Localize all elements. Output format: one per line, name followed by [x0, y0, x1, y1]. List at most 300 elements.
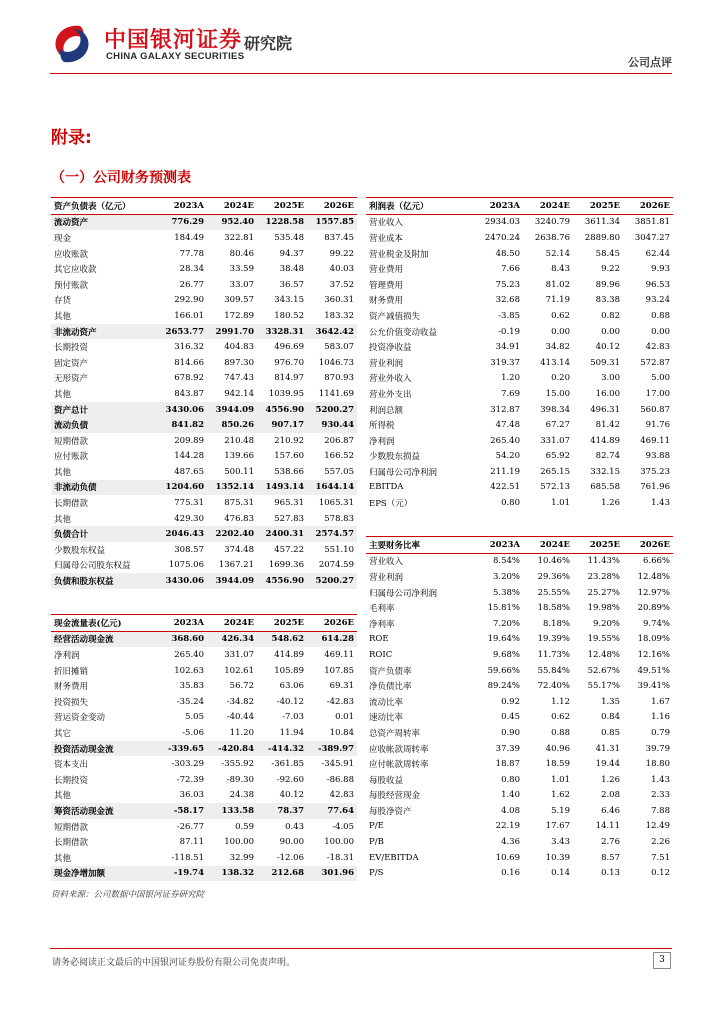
row-label: 营运资金变动 — [54, 713, 106, 724]
value-cell: 583.07 — [324, 342, 354, 353]
value-cell: 100.00 — [224, 837, 254, 848]
value-cell: 0.80 — [501, 498, 520, 509]
table-row — [51, 433, 357, 449]
value-cell: 0.43 — [285, 821, 304, 832]
row-label: 长期借款 — [54, 838, 89, 849]
table-row — [366, 480, 673, 496]
value-cell: 2574.57 — [307, 526, 357, 542]
table-row — [51, 834, 357, 850]
value-cell: 2470.24 — [484, 232, 520, 243]
value-cell: 3430.06 — [157, 402, 207, 418]
table-row — [51, 725, 357, 741]
data-source-note: 资料来源：公司数据中国银河证券研究院 — [51, 890, 205, 900]
value-cell: 843.87 — [174, 388, 204, 399]
value-cell: 1.67 — [651, 696, 670, 707]
value-cell: 292.90 — [174, 295, 204, 306]
value-cell: 343.15 — [274, 295, 304, 306]
value-cell: 907.17 — [257, 417, 307, 433]
value-cell: 65.92 — [545, 451, 570, 462]
value-cell: 37.39 — [495, 743, 520, 754]
value-cell: 139.66 — [224, 451, 254, 462]
value-cell: 2638.76 — [534, 232, 570, 243]
table-row — [51, 573, 357, 589]
value-cell: 63.06 — [279, 681, 304, 692]
value-cell: -420.84 — [207, 741, 257, 757]
table-row — [51, 339, 357, 355]
value-cell: 52.67% — [587, 665, 620, 676]
value-cell: 180.52 — [274, 310, 304, 321]
row-label: 流动负债 — [51, 417, 157, 433]
table-row — [366, 741, 673, 757]
row-label: 应收帐款周转率 — [369, 744, 429, 755]
value-cell: 9.68% — [492, 649, 520, 660]
value-cell: 6.46 — [601, 805, 620, 816]
value-cell: 33.59 — [229, 264, 254, 275]
value-cell: 2.26 — [651, 837, 670, 848]
value-cell: 897.30 — [224, 357, 254, 368]
value-cell: 32.99 — [229, 852, 254, 863]
value-cell: 3.43 — [551, 837, 570, 848]
row-label: P/B — [369, 837, 384, 848]
value-cell: 3328.31 — [257, 324, 307, 340]
value-cell: 0.88 — [651, 310, 670, 321]
value-cell: 2046.43 — [157, 526, 207, 542]
row-label: 营业收入 — [369, 557, 404, 568]
row-label: 其他 — [54, 467, 72, 478]
value-cell: 1699.36 — [268, 560, 304, 571]
value-cell: 457.22 — [274, 544, 304, 555]
value-cell: -34.82 — [226, 696, 254, 707]
value-cell: 4.36 — [501, 837, 520, 848]
value-cell: 572.87 — [640, 357, 670, 368]
value-cell: 93.24 — [645, 295, 670, 306]
value-cell: 965.31 — [274, 498, 304, 509]
row-label: EPS（元） — [369, 499, 413, 510]
value-cell: 83.38 — [595, 295, 620, 306]
value-cell: 3430.06 — [157, 573, 207, 589]
table-row — [366, 632, 673, 648]
value-cell: 1557.85 — [307, 214, 357, 230]
row-label: 营业税金及附加 — [369, 249, 429, 260]
table-row — [366, 277, 673, 293]
value-cell: 331.07 — [224, 649, 254, 660]
row-label: 固定资产 — [54, 358, 89, 369]
table-row — [51, 230, 357, 246]
value-cell: 10.69 — [495, 852, 520, 863]
value-cell: -19.74 — [157, 866, 207, 882]
value-cell: 301.96 — [307, 866, 357, 882]
row-label: 投资净收益 — [369, 343, 412, 354]
value-cell: 19.55% — [587, 634, 620, 645]
value-cell: 54.20 — [495, 451, 520, 462]
row-label: 营业利润 — [369, 572, 404, 583]
value-cell: 1228.58 — [257, 214, 307, 230]
value-cell: 0.01 — [335, 712, 354, 723]
value-cell: 1039.95 — [268, 388, 304, 399]
table-row — [51, 417, 357, 433]
row-label: 无形资产 — [54, 374, 89, 385]
value-cell: 8.43 — [551, 264, 570, 275]
value-cell: 496.31 — [590, 404, 620, 415]
income-statement-table — [366, 197, 673, 511]
value-cell: 10.46% — [537, 556, 570, 567]
table-row — [366, 756, 673, 772]
value-cell: -58.17 — [157, 803, 207, 819]
value-cell: 870.93 — [324, 373, 354, 384]
value-cell: 7.69 — [501, 388, 520, 399]
value-cell: 77.78 — [179, 248, 204, 259]
row-label: 资产减值损失 — [369, 311, 421, 322]
value-cell: 3944.09 — [207, 573, 257, 589]
value-cell: 1.20 — [501, 373, 520, 384]
value-cell: 0.59 — [235, 821, 254, 832]
value-cell: 28.34 — [179, 264, 204, 275]
value-cell: 19.64% — [487, 634, 520, 645]
value-cell: 509.31 — [590, 357, 620, 368]
value-cell: 422.51 — [490, 482, 520, 493]
value-cell: 93.88 — [645, 451, 670, 462]
value-cell: 5200.27 — [307, 402, 357, 418]
value-cell: 3611.34 — [584, 217, 620, 228]
value-cell: 487.65 — [174, 466, 204, 477]
row-label: ROE — [369, 634, 389, 645]
value-cell: 75.23 — [495, 279, 520, 290]
row-label: 经营活动现金流 — [51, 631, 157, 647]
value-cell: -86.88 — [326, 774, 354, 785]
value-cell: 761.96 — [640, 482, 670, 493]
value-cell: 11.94 — [279, 727, 304, 738]
value-cell: 1.62 — [551, 790, 570, 801]
value-cell: 210.48 — [224, 435, 254, 446]
row-label: 公允价值变动收益 — [369, 327, 438, 338]
value-cell: 0.20 — [551, 373, 570, 384]
value-cell: 0.80 — [501, 774, 520, 785]
value-cell: 18.80 — [645, 759, 670, 770]
row-label: 速动比率 — [369, 713, 404, 724]
row-label: 存货 — [54, 296, 72, 307]
value-cell: -18.31 — [326, 852, 354, 863]
row-label: P/S — [369, 868, 384, 879]
value-cell: 11.73% — [537, 649, 570, 660]
table-row — [366, 569, 673, 585]
row-label: 资产负债率 — [369, 666, 412, 677]
value-cell: 476.83 — [224, 513, 254, 524]
table-row — [366, 694, 673, 710]
value-cell: 404.83 — [224, 342, 254, 353]
row-label: 其他 — [54, 853, 72, 864]
value-cell: 39.79 — [645, 743, 670, 754]
table-row — [366, 246, 673, 262]
row-label: 每股收益 — [369, 775, 404, 786]
galaxy-logo-icon — [50, 22, 94, 66]
value-cell: 930.44 — [307, 417, 357, 433]
row-label: 长期投资 — [54, 775, 89, 786]
value-cell: 0.45 — [501, 712, 520, 723]
value-cell: 77.64 — [307, 803, 357, 819]
value-cell: 78.37 — [257, 803, 307, 819]
row-label: 长期借款 — [54, 499, 89, 510]
value-cell: 18.59 — [545, 759, 570, 770]
value-cell: 3944.09 — [207, 402, 257, 418]
value-cell: 24.38 — [229, 790, 254, 801]
value-cell: -72.39 — [176, 774, 204, 785]
table-row — [51, 386, 357, 402]
table-row — [51, 694, 357, 710]
row-label: EV/EBITDA — [369, 852, 419, 863]
value-cell: 1046.73 — [318, 357, 354, 368]
year-header-cell: 2026E — [307, 198, 357, 215]
value-cell: 8.54% — [492, 556, 520, 567]
value-cell: 1.01 — [551, 774, 570, 785]
table-row — [366, 355, 673, 371]
row-label: 财务费用 — [369, 296, 404, 307]
year-header-cell: 2024E — [207, 615, 257, 632]
value-cell: 0.12 — [651, 868, 670, 879]
table-row — [51, 741, 357, 757]
row-label: 应付账款 — [54, 452, 89, 463]
value-cell: 14.11 — [595, 821, 620, 832]
value-cell: 360.31 — [324, 295, 354, 306]
value-cell: 17.00 — [645, 388, 670, 399]
value-cell: 3240.79 — [534, 217, 570, 228]
value-cell: -303.29 — [171, 759, 204, 770]
table-row — [51, 647, 357, 663]
value-cell: 2400.31 — [257, 526, 307, 542]
value-cell: 94.37 — [279, 248, 304, 259]
value-cell: 398.34 — [540, 404, 570, 415]
value-cell: 3642.42 — [307, 324, 357, 340]
footer-divider — [50, 948, 672, 949]
value-cell: 40.12 — [279, 790, 304, 801]
value-cell: 0.88 — [551, 727, 570, 738]
value-cell: -26.77 — [176, 821, 204, 832]
row-label: 归属母公司股东权益 — [54, 561, 131, 572]
table-row — [51, 542, 357, 558]
value-cell: 8.57 — [601, 852, 620, 863]
value-cell: 841.82 — [157, 417, 207, 433]
value-cell: 72.40% — [537, 681, 570, 692]
value-cell: 572.13 — [540, 482, 570, 493]
value-cell: 81.42 — [595, 420, 620, 431]
value-cell: 316.32 — [174, 342, 204, 353]
value-cell: 578.83 — [324, 513, 354, 524]
table-row — [366, 600, 673, 616]
balance-sheet-table — [51, 197, 357, 589]
value-cell: 32.68 — [495, 295, 520, 306]
table-row — [51, 850, 357, 866]
page-header — [0, 0, 724, 80]
value-cell: 0.62 — [551, 712, 570, 723]
value-cell: 312.87 — [490, 404, 520, 415]
value-cell: 775.31 — [174, 498, 204, 509]
table-row — [51, 663, 357, 679]
value-cell: 1.01 — [551, 498, 570, 509]
row-label: 每股净资产 — [369, 806, 412, 817]
value-cell: 10.39 — [545, 852, 570, 863]
value-cell: 976.70 — [274, 357, 304, 368]
value-cell: 133.58 — [207, 803, 257, 819]
year-header-cell: 2026E — [623, 198, 673, 215]
value-cell: 2074.59 — [318, 560, 354, 571]
row-label: ROIC — [369, 649, 393, 660]
value-cell: 2202.40 — [207, 526, 257, 542]
value-cell: 5.05 — [185, 712, 204, 723]
value-cell: 52.14 — [545, 248, 570, 259]
table-row — [51, 449, 357, 465]
value-cell: 1.43 — [651, 498, 670, 509]
value-cell: 1.35 — [601, 696, 620, 707]
year-header-cell: 2026E — [307, 615, 357, 632]
value-cell: 34.82 — [545, 342, 570, 353]
row-label: 净负债比率 — [369, 682, 412, 693]
value-cell: 332.15 — [590, 466, 620, 477]
value-cell: 138.32 — [207, 866, 257, 882]
value-cell: -42.83 — [326, 696, 354, 707]
value-cell: 18.09% — [637, 634, 670, 645]
table-row — [366, 585, 673, 601]
value-cell: 319.37 — [490, 357, 520, 368]
value-cell: 29.36% — [537, 571, 570, 582]
value-cell: 0.90 — [501, 727, 520, 738]
value-cell: 19.98% — [587, 603, 620, 614]
year-header-cell: 2026E — [623, 537, 673, 554]
value-cell: -12.06 — [276, 852, 304, 863]
value-cell: 837.45 — [324, 232, 354, 243]
row-label: 所得税 — [369, 421, 395, 432]
value-cell: 0.00 — [601, 326, 620, 337]
value-cell: -355.92 — [221, 759, 254, 770]
value-cell: 0.13 — [601, 868, 620, 879]
value-cell: 875.31 — [224, 498, 254, 509]
value-cell: 9.20% — [592, 618, 620, 629]
value-cell: -92.60 — [276, 774, 304, 785]
value-cell: 59.66% — [487, 665, 520, 676]
value-cell: 81.02 — [545, 279, 570, 290]
table-row — [51, 277, 357, 293]
value-cell: -4.05 — [332, 821, 354, 832]
table-row — [366, 834, 673, 850]
value-cell: 3.20% — [492, 571, 520, 582]
row-label: 营业收入 — [369, 218, 404, 229]
value-cell: 89.24% — [487, 681, 520, 692]
value-cell: 26.77 — [179, 279, 204, 290]
table-row — [366, 616, 673, 632]
value-cell: 469.11 — [324, 649, 354, 660]
financial-ratios-table — [366, 536, 673, 881]
value-cell: 0.00 — [551, 326, 570, 337]
value-cell: 91.76 — [645, 420, 670, 431]
value-cell: 12.16% — [637, 649, 670, 660]
value-cell: 33.07 — [229, 279, 254, 290]
value-cell: 209.89 — [174, 435, 204, 446]
value-cell: 166.01 — [174, 310, 204, 321]
value-cell: -0.19 — [498, 326, 520, 337]
table-row — [51, 293, 357, 309]
institute-label: 研究院 — [244, 34, 293, 53]
value-cell: 55.17% — [587, 681, 620, 692]
table-row — [51, 402, 357, 418]
value-cell: 62.44 — [645, 248, 670, 259]
value-cell: 25.27% — [587, 587, 620, 598]
value-cell: 47.48 — [495, 420, 520, 431]
table-row — [51, 355, 357, 371]
year-header-cell: 2023A — [473, 198, 523, 215]
value-cell: 548.62 — [257, 631, 307, 647]
year-header-cell: 2023A — [157, 198, 207, 215]
value-cell: -40.12 — [276, 696, 304, 707]
table-row — [51, 756, 357, 772]
row-label: 少数股东损益 — [369, 452, 421, 463]
value-cell: 1.26 — [601, 774, 620, 785]
row-label: 净利润 — [54, 650, 80, 661]
table-row — [366, 339, 673, 355]
value-cell: 374.48 — [224, 544, 254, 555]
row-label: 短期借款 — [54, 436, 89, 447]
appendix-title: 附录: — [51, 128, 92, 148]
value-cell: 1.12 — [551, 696, 570, 707]
value-cell: 538.66 — [274, 466, 304, 477]
row-label: 财务费用 — [54, 682, 89, 693]
value-cell: 265.40 — [174, 649, 204, 660]
value-cell: 2.76 — [601, 837, 620, 848]
value-cell: 100.00 — [324, 837, 354, 848]
row-label: 应收账款 — [54, 249, 89, 260]
value-cell: 265.40 — [490, 435, 520, 446]
value-cell: 1352.14 — [207, 480, 257, 496]
value-cell: 496.69 — [274, 342, 304, 353]
value-cell: 368.60 — [157, 631, 207, 647]
row-label: 现金 — [54, 233, 72, 244]
table-row — [51, 526, 357, 542]
value-cell: 3851.81 — [634, 217, 670, 228]
table-row — [366, 261, 673, 277]
table-row — [366, 819, 673, 835]
table-header-row — [51, 615, 357, 632]
value-cell: 1.43 — [651, 774, 670, 785]
value-cell: 12.48% — [637, 571, 670, 582]
value-cell: 0.82 — [601, 310, 620, 321]
row-label: 营业费用 — [369, 265, 404, 276]
value-cell: 7.51 — [651, 852, 670, 863]
value-cell: -3.85 — [498, 310, 520, 321]
value-cell: 5.00 — [651, 373, 670, 384]
value-cell: 102.61 — [224, 665, 254, 676]
value-cell: 426.34 — [207, 631, 257, 647]
value-cell: 0.14 — [551, 868, 570, 879]
table-row — [51, 678, 357, 694]
row-label: 利润总额 — [369, 405, 404, 416]
value-cell: 414.89 — [274, 649, 304, 660]
value-cell: 15.81% — [487, 603, 520, 614]
value-cell: 49.51% — [637, 665, 670, 676]
value-cell: 11.43% — [587, 556, 620, 567]
table-row — [366, 865, 673, 881]
row-label: 其它应收款 — [54, 265, 97, 276]
value-cell: 0.62 — [551, 310, 570, 321]
disclaimer-text: 请务必阅读正文最后的中国银河证券股份有限公司免责声明。 — [52, 958, 296, 968]
table-row — [51, 371, 357, 387]
value-cell: 4556.90 — [257, 573, 307, 589]
value-cell: 172.89 — [224, 310, 254, 321]
value-cell: 9.22 — [601, 264, 620, 275]
table-row — [51, 788, 357, 804]
value-cell: 211.19 — [490, 466, 520, 477]
table-row — [51, 495, 357, 511]
value-cell: 2.08 — [601, 790, 620, 801]
page-number: 3 — [653, 952, 671, 969]
value-cell: 2991.70 — [207, 324, 257, 340]
value-cell: -35.24 — [176, 696, 204, 707]
